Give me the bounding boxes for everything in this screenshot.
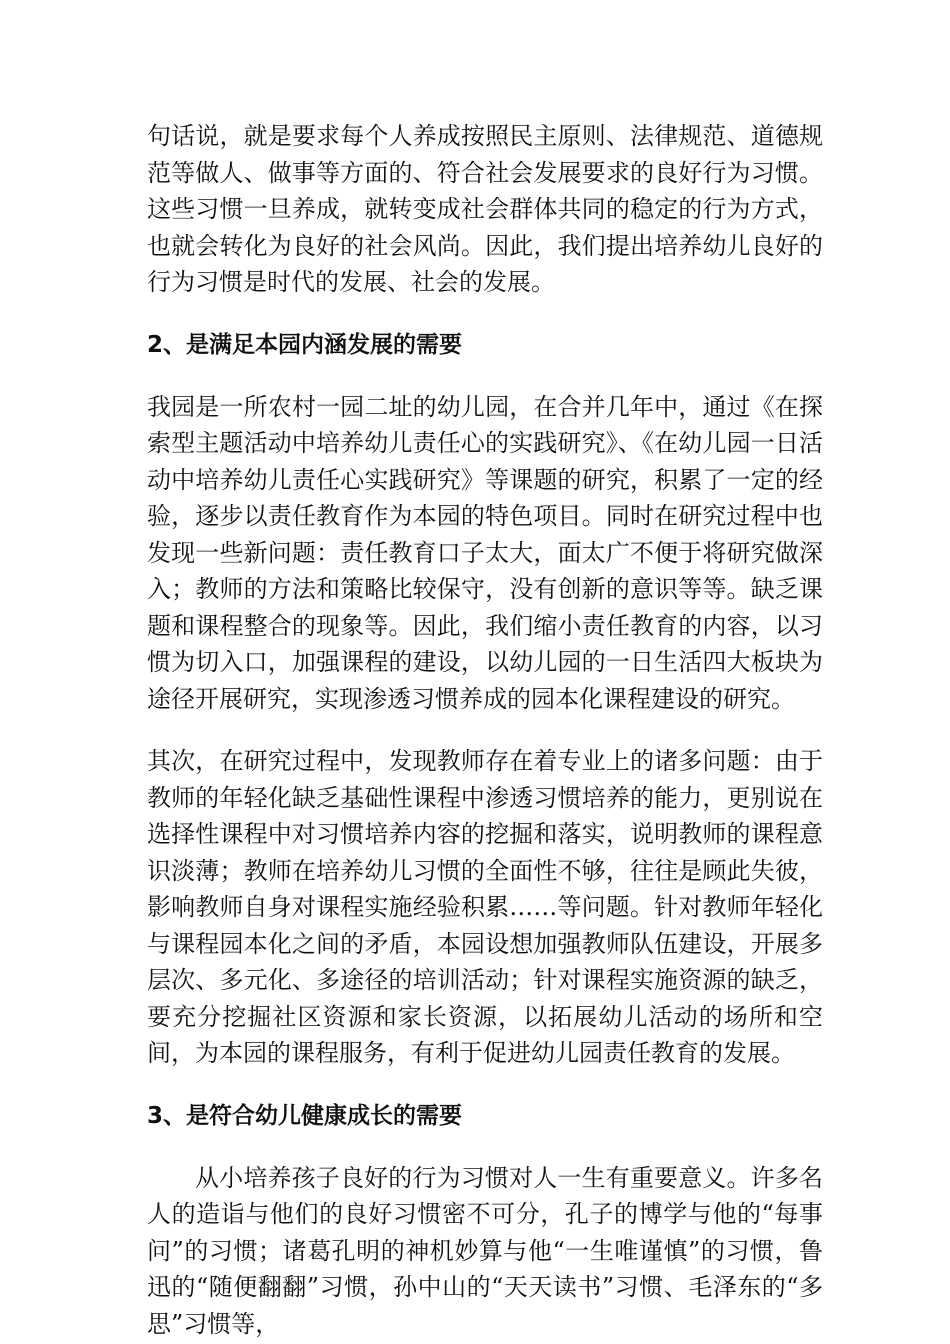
- section-heading-3: 3、是符合幼儿健康成长的需要: [147, 1102, 463, 1129]
- paragraph-teacher-issues: 其次，在研究过程中，发现教师存在着专业上的诸多问题：由于教师的年轻化缺乏基础性课程中渗透习惯培养的能力，更别说在选择性课程中对习惯培养内容的挖掘和落实，说明教师的课程意识淡薄；教师在培养幼儿习惯的全面性不够，往往是顾此失彼，影响教师自身对课程实施经验积累……等问题。针对教师年轻化与课程园本化之间的矛盾，本园设想加强教师队伍建设，开展多层次、多元化、多途径的培训活动；针对课程实施资源的缺乏，要充分挖掘社区资源和家长资源，以拓展幼儿活动的场所和空间，为本园的课程服务，有利于促进幼儿园责任教育的发展。: [147, 747, 823, 1067]
- paragraph-child-growth: 从小培养孩子良好的行为习惯对人一生有重要意义。许多名人的造诣与他们的良好习惯密不可分，孔子的博学与他的“每事问”的习惯；诸葛孔明的神机妙算与他“一生唯谨慎”的习惯，鲁迅的“随便翻翻”习惯，孙中山的“天天读书”习惯、毛泽东的“多思”习惯等，: [147, 1163, 823, 1338]
- section-heading-2: 2、是满足本园内涵发展的需要: [147, 331, 463, 358]
- document-page: [147, 118, 823, 1342]
- paragraph-kindergarten-background: 我园是一所农村一园二址的幼儿园，在合并几年中，通过《在探索型主题活动中培养幼儿责任心的实践研究》、《在幼儿园一日活动中培养幼儿责任心实践研究》等课题的研究，积累了一定的经验，逐步以责任教育作为本园的特色项目。同时在研究过程中也发现一些新问题：责任教育口子太大，面太广不便于将研究做深入；教师的方法和策略比较保守，没有创新的意识等等。缺乏课题和课程整合的现象等。因此，我们缩小责任教育的内容，以习惯为切入口，加强课程的建设，以幼儿园的一日生活四大板块为途径开展研究，实现渗透习惯养成的园本化课程建设的研究。: [147, 392, 823, 713]
- paragraph-social-habits: 句话说，就是要求每个人养成按照民主原则、法律规范、道德规范等做人、做事等方面的、符合社会发展要求的良好行为习惯。这些习惯一旦养成，就转变成社会群体共同的稳定的行为方式，也就会转化为良好的社会风尚。因此，我们提出培养幼儿良好的行为习惯是时代的发展、社会的发展。: [147, 122, 823, 296]
